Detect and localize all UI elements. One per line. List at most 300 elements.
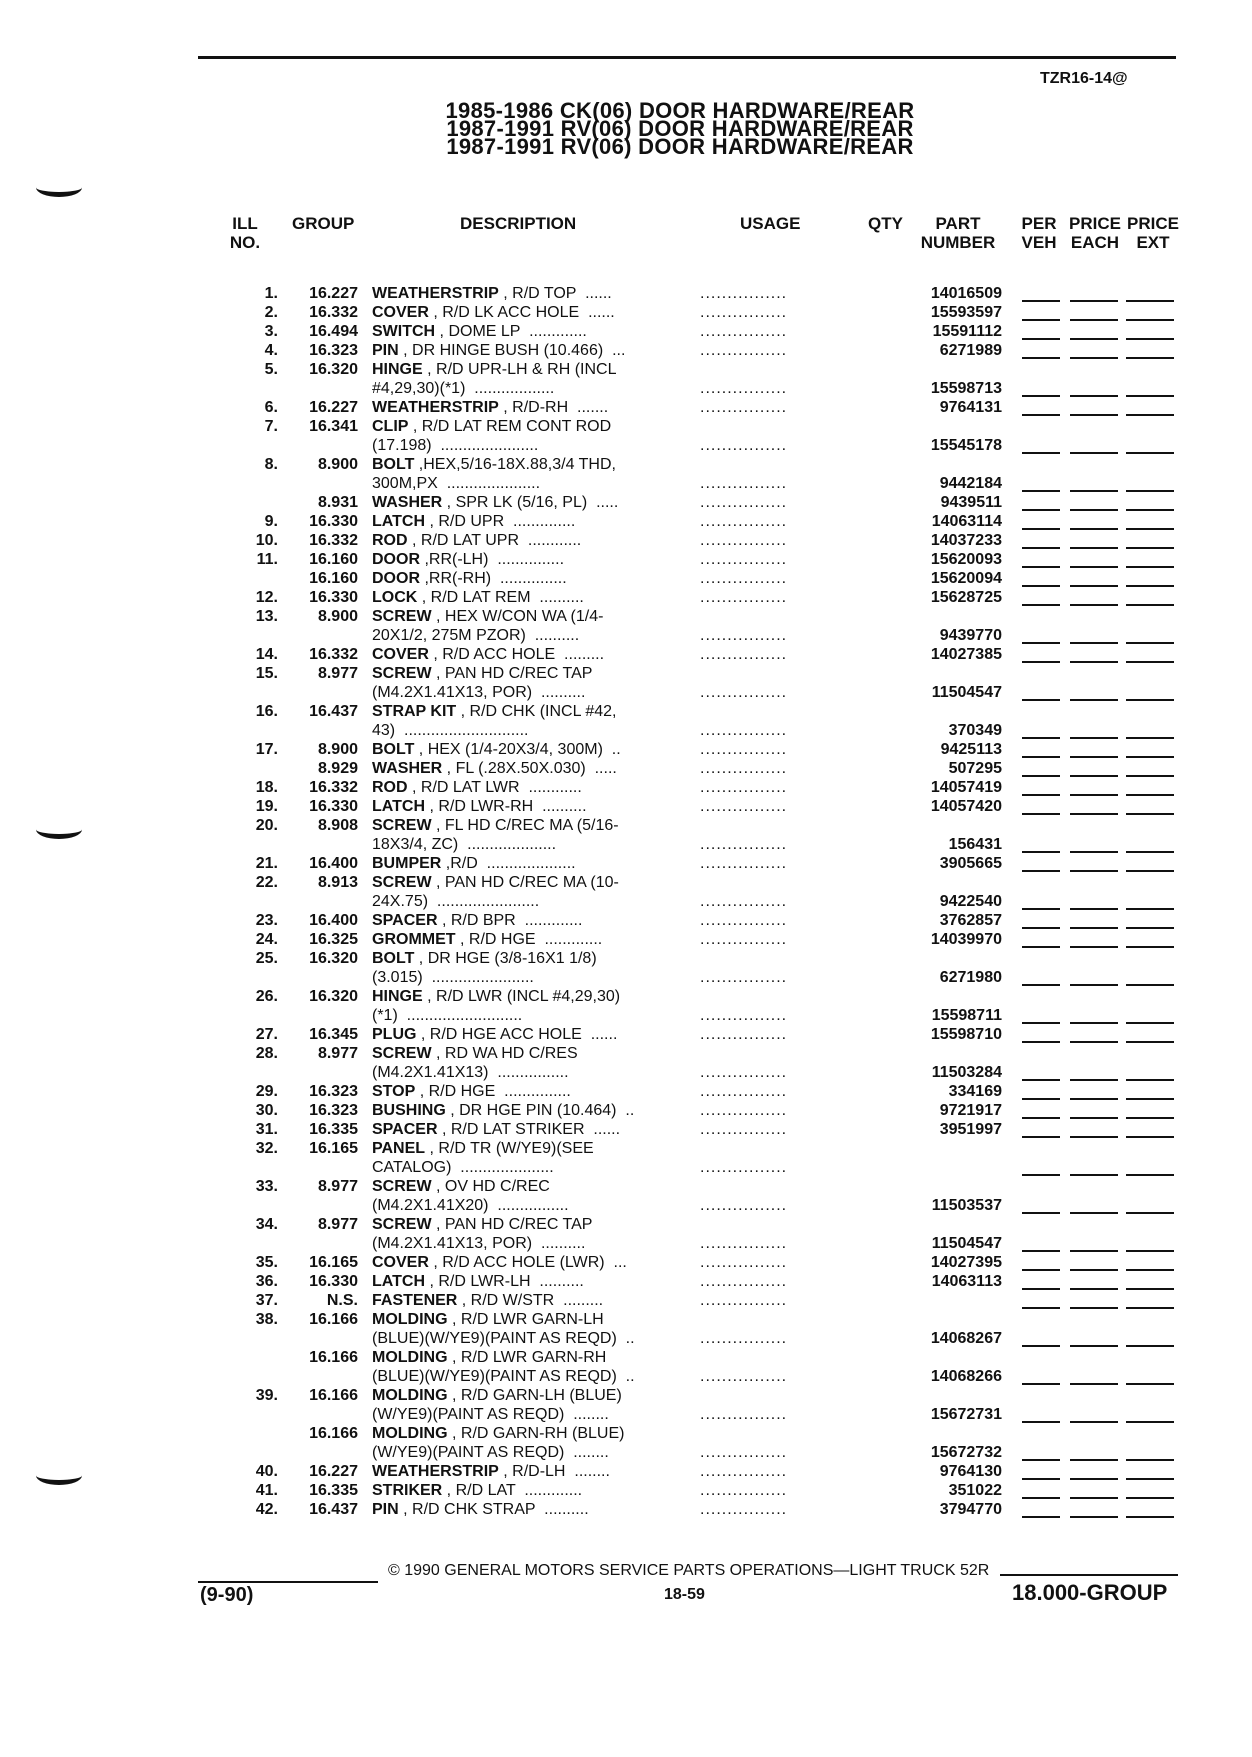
part-description [372,360,616,379]
price-each-blank [1070,490,1118,492]
part-name: DOOR [372,570,420,587]
per-veh-blank [1022,357,1060,359]
header-group: GROUP [292,214,355,233]
ill-number: 14. [255,646,278,663]
price-each-blank [1070,756,1118,758]
usage-leader: ................ [700,1463,788,1480]
binder-hole-mark [36,178,82,197]
part-description [372,341,625,360]
part-name: MOLDING [372,1349,448,1366]
usage-leader: ................ [700,494,788,511]
part-name: BUMPER [372,855,442,872]
price-ext-blank [1126,1041,1174,1043]
part-description [372,436,538,455]
group-number: 16.332 [309,532,358,549]
part-number: 15598713 [930,380,1002,397]
part-detail: , R/D LAT REM CONT ROD [408,418,612,435]
part-description [372,1158,554,1177]
price-each-blank [1070,338,1118,340]
price-each-blank [1070,566,1118,568]
price-each-blank [1070,813,1118,815]
ill-number: 1. [264,285,278,302]
ill-number: 13. [255,608,278,625]
header-price-each [1066,214,1124,252]
price-ext-blank [1126,509,1174,511]
ill-number: 38. [255,1311,278,1328]
price-ext-blank [1126,1516,1174,1518]
per-veh-blank [1022,1288,1060,1290]
part-number: 11503537 [931,1197,1002,1214]
part-description [372,702,617,721]
part-detail: , R/D UPR .............. [425,513,576,530]
usage-leader: ................ [700,1254,788,1271]
usage-leader: ................ [700,475,788,492]
group-number: 16.330 [309,1273,358,1290]
part-description [372,1291,603,1310]
part-name: BUSHING [372,1102,446,1119]
part-description [372,1386,622,1405]
per-veh-blank [1022,737,1060,739]
price-ext-blank [1126,661,1174,663]
group-number: 16.400 [309,912,358,929]
group-number: 8.931 [317,494,358,511]
per-veh-blank [1022,813,1060,815]
usage-leader: ................ [700,1501,788,1518]
footer-page-number: 18-59 [664,1586,705,1603]
group-number: 8.900 [317,741,358,758]
ill-number: 24. [255,931,278,948]
price-each-blank [1070,927,1118,929]
ill-number: 6. [264,399,278,416]
price-each-blank [1070,547,1118,549]
part-number: 15672732 [930,1444,1002,1461]
part-detail: , R/D LWR GARN-LH [447,1311,604,1328]
part-number: 9439770 [939,627,1002,644]
usage-leader: ................ [700,1482,788,1499]
part-number: 15620093 [930,551,1002,568]
part-description [372,1462,610,1481]
per-veh-blank [1022,1269,1060,1271]
part-number: 9764131 [939,399,1002,416]
price-each-blank [1070,1079,1118,1081]
usage-leader: ................ [700,741,788,758]
part-detail: , R/D TR (W/YE9)(SEE [425,1140,594,1157]
price-each-blank [1070,1117,1118,1119]
group-number: 16.160 [309,551,358,568]
per-veh-blank [1022,756,1060,758]
part-description [372,1101,634,1120]
price-ext-blank [1126,1478,1174,1480]
part-number: 14063114 [931,513,1002,530]
per-veh-blank [1022,699,1060,701]
group-number: 16.320 [309,361,358,378]
part-number: 14057419 [930,779,1002,796]
part-detail: , R/D LAT STRIKER ...... [437,1121,621,1138]
part-detail: , DOME LP ............. [435,323,587,340]
usage-leader: ................ [700,513,788,530]
part-detail: (M4.2X1.41X13, POR) .......... [372,684,586,701]
part-description [372,1196,569,1215]
price-each-blank [1070,775,1118,777]
price-each-blank [1070,737,1118,739]
group-number: 16.160 [309,570,358,587]
price-ext-blank [1126,642,1174,644]
part-detail: (17.198) ...................... [372,437,539,454]
price-each-blank [1070,1174,1118,1176]
part-number: 15628725 [930,589,1002,606]
group-number: 16.341 [309,418,358,435]
ill-number: 42. [255,1501,278,1518]
price-each-blank [1070,1212,1118,1214]
price-each-blank [1070,661,1118,663]
part-detail: ,R/D .................... [441,855,576,872]
usage-leader: ................ [700,760,788,777]
part-detail: , R/D BPR ............. [437,912,583,929]
part-number: 11503284 [931,1064,1002,1081]
part-number: 3762857 [939,912,1002,929]
part-number: 9439511 [940,494,1002,511]
part-detail: , SPR LK (5/16, PL) ..... [442,494,619,511]
part-detail: , R/D CHK STRAP .......... [398,1501,589,1518]
price-ext-blank [1126,452,1174,454]
group-number: 8.977 [317,1178,358,1195]
header-number-label: NUMBER [920,233,996,252]
per-veh-blank [1022,1250,1060,1252]
part-detail: , R/D W/STR ......... [457,1292,604,1309]
part-detail: , R/D LAT LWR ............ [407,779,582,796]
part-name: COVER [372,1254,429,1271]
price-ext-blank [1126,414,1174,416]
part-description [372,1082,571,1101]
part-description [372,1006,522,1025]
part-detail: #4,29,30)(*1) .................. [372,380,555,397]
part-detail: (W/YE9)(PAINT AS REQD) ........ [372,1444,609,1461]
per-veh-blank [1022,338,1060,340]
part-description [372,759,617,778]
part-name: COVER [372,646,429,663]
part-number: 15591112 [932,323,1002,340]
part-name: LATCH [372,1273,426,1290]
group-number: 16.323 [309,1102,358,1119]
part-name: SCREW [372,874,432,891]
part-description [372,1329,635,1348]
part-description [372,512,575,531]
usage-leader: ................ [700,646,788,663]
part-number: 14063113 [931,1273,1002,1290]
part-name: SPACER [372,1121,438,1138]
usage-leader: ................ [700,627,788,644]
price-each-blank [1070,1041,1118,1043]
part-description [372,968,534,987]
part-description [372,797,587,816]
part-name: SCREW [372,1216,432,1233]
per-veh-blank [1022,1478,1060,1480]
price-each-blank [1070,509,1118,511]
ill-number: 35. [255,1254,278,1271]
binder-hole-mark [36,820,82,839]
part-name: PANEL [372,1140,426,1157]
part-description [372,569,567,588]
group-number: 16.166 [309,1311,358,1328]
price-ext-blank [1126,1497,1174,1499]
header-price-ext [1124,214,1182,252]
part-description [372,816,619,835]
price-ext-blank [1126,1212,1174,1214]
part-description [372,1405,609,1424]
part-description [372,1044,578,1063]
price-ext-blank [1126,1269,1174,1271]
header-ill-no [222,214,268,252]
header-description: DESCRIPTION [460,214,577,233]
ill-number: 41. [255,1482,278,1499]
price-each-blank [1070,642,1118,644]
part-detail: , PAN HD C/REC MA (10- [431,874,619,891]
ill-number: 7. [264,418,278,435]
ill-number: 12. [255,589,278,606]
price-ext-blank [1126,604,1174,606]
usage-leader: ................ [700,1083,788,1100]
part-number: 156431 [948,836,1002,853]
part-detail: , R/D GARN-LH (BLUE) [447,1387,622,1404]
part-number: 14037233 [930,532,1002,549]
part-detail: (W/YE9)(PAINT AS REQD) ........ [372,1406,609,1423]
ill-number: 2. [264,304,278,321]
part-number: 370349 [948,722,1002,739]
per-veh-blank [1022,1174,1060,1176]
header-per-veh [1016,214,1062,252]
part-number: 14057420 [930,798,1002,815]
price-each-blank [1070,1269,1118,1271]
part-detail: , R/D LWR-RH .......... [425,798,587,815]
part-number: 3905665 [939,855,1002,872]
price-each-blank [1070,1022,1118,1024]
part-detail: (M4.2X1.41X20) ................ [372,1197,569,1214]
per-veh-blank [1022,927,1060,929]
header-usage: USAGE [740,214,801,233]
part-description [372,987,620,1006]
part-number: 351022 [948,1482,1002,1499]
price-each-blank [1070,357,1118,359]
price-each-blank [1070,528,1118,530]
part-name: SCREW [372,817,432,834]
header-ill-label: ILL [232,214,258,233]
part-name: MOLDING [372,1311,448,1328]
group-number: 16.437 [309,1501,358,1518]
part-detail: , R/D LWR-LH .......... [425,1273,584,1290]
price-each-blank [1070,908,1118,910]
part-number: 15598710 [930,1026,1002,1043]
part-name: STOP [372,1083,416,1100]
part-name: WEATHERSTRIP [372,285,499,302]
part-description [372,835,556,854]
ill-number: 28. [255,1045,278,1062]
price-ext-blank [1126,1288,1174,1290]
part-description [372,778,582,797]
per-veh-blank [1022,604,1060,606]
group-number: 8.977 [317,1045,358,1062]
usage-leader: ................ [700,1159,788,1176]
price-each-blank [1070,1098,1118,1100]
usage-leader: ................ [700,551,788,568]
per-veh-blank [1022,908,1060,910]
part-name: PIN [372,1501,399,1518]
part-detail: , DR HINGE BUSH (10.466) ... [398,342,626,359]
price-ext-blank [1126,794,1174,796]
part-description [372,1253,627,1272]
ill-number: 29. [255,1083,278,1100]
group-number: 16.332 [309,304,358,321]
part-detail: , R/D LAT REM .......... [417,589,584,606]
part-description [372,683,585,702]
group-number: 8.929 [317,760,358,777]
usage-leader: ................ [700,969,788,986]
price-ext-blank [1126,1250,1174,1252]
per-veh-blank [1022,1098,1060,1100]
group-number: 16.320 [309,988,358,1005]
per-veh-blank [1022,1345,1060,1347]
group-number: 16.335 [309,1121,358,1138]
part-detail: , R/D LAT ............. [442,1482,583,1499]
part-description [372,417,611,436]
ill-number: 10. [255,532,278,549]
part-name: WASHER [372,494,443,511]
part-description [372,588,584,607]
price-each-blank [1070,1459,1118,1461]
group-number: 16.330 [309,513,358,530]
price-each-blank [1070,851,1118,853]
title-line-2: 1987-1991 RV(06) DOOR HARDWARE/REAR [446,116,914,141]
group-number: 16.332 [309,779,358,796]
usage-leader: ................ [700,342,788,359]
part-detail: , PAN HD C/REC TAP [431,1216,593,1233]
per-veh-blank [1022,1307,1060,1309]
part-detail: , R/D UPR-LH & RH (INCL [422,361,617,378]
price-ext-blank [1126,1421,1174,1423]
part-detail: , RD WA HD C/RES [431,1045,578,1062]
group-number: 8.977 [317,1216,358,1233]
ill-number: 8. [264,456,278,473]
price-each-blank [1070,319,1118,321]
part-number: 15545178 [930,437,1002,454]
part-number: 14027395 [930,1254,1002,1271]
part-detail: (*1) .......................... [372,1007,523,1024]
part-detail: , R/D HGE ............... [415,1083,571,1100]
price-ext-blank [1126,870,1174,872]
ill-number: 27. [255,1026,278,1043]
part-description [372,1310,604,1329]
price-each-blank [1070,300,1118,302]
per-veh-blank [1022,946,1060,948]
price-ext-blank [1126,699,1174,701]
usage-leader: ................ [700,1368,788,1385]
ill-number: 15. [255,665,278,682]
title-line-3: 1987-1991 RV(06) DOOR HARDWARE/REAR [446,134,914,159]
part-description [372,1272,584,1291]
usage-leader: ................ [700,931,788,948]
per-veh-blank [1022,528,1060,530]
part-number: 3951997 [939,1121,1002,1138]
part-description [372,322,587,341]
part-detail: , FL HD C/REC MA (5/16- [431,817,619,834]
group-number: 16.345 [309,1026,358,1043]
usage-leader: ................ [700,836,788,853]
usage-leader: ................ [700,798,788,815]
ill-number: 18. [255,779,278,796]
group-number: 16.165 [309,1140,358,1157]
price-each-blank [1070,984,1118,986]
price-ext-blank [1126,908,1174,910]
part-description [372,1424,624,1443]
price-ext-blank [1126,1345,1174,1347]
part-number: 9764130 [939,1463,1002,1480]
usage-leader: ................ [700,684,788,701]
part-detail: 43) ............................ [372,722,529,739]
part-detail: ,HEX,5/16-18X.88,3/4 THD, [414,456,616,473]
part-number: 9721917 [939,1102,1002,1119]
per-veh-blank [1022,870,1060,872]
usage-leader: ................ [700,1235,788,1252]
header-each-label: EACH [1070,233,1120,252]
per-veh-blank [1022,984,1060,986]
part-name: BOLT [372,741,415,758]
part-number: 9442184 [939,475,1002,492]
per-veh-blank [1022,300,1060,302]
part-name: ROD [372,779,408,796]
footer-rule [198,1581,378,1583]
price-ext-blank [1126,1459,1174,1461]
part-description [372,455,616,474]
group-number: 8.913 [317,874,358,891]
group-number: 16.437 [309,703,358,720]
ill-number: 21. [255,855,278,872]
part-description [372,854,576,873]
group-number: 16.332 [309,646,358,663]
usage-leader: ................ [700,304,788,321]
part-number: 14068266 [930,1368,1002,1385]
usage-leader: ................ [700,285,788,302]
per-veh-blank [1022,1212,1060,1214]
header-qty: QTY [868,214,903,233]
usage-leader: ................ [700,912,788,929]
price-ext-blank [1126,338,1174,340]
part-detail: , R/D LWR (INCL #4,29,30) [422,988,621,1005]
part-name: FASTENER [372,1292,458,1309]
ill-number: 31. [255,1121,278,1138]
part-description [372,550,564,569]
part-description [372,892,539,911]
per-veh-blank [1022,566,1060,568]
part-number: 15672731 [930,1406,1002,1423]
per-veh-blank [1022,775,1060,777]
part-number: 15620094 [930,570,1002,587]
price-ext-blank [1126,1098,1174,1100]
price-ext-blank [1126,1117,1174,1119]
part-detail: , R/D GARN-RH (BLUE) [447,1425,625,1442]
per-veh-blank [1022,509,1060,511]
part-description [372,664,592,683]
price-ext-blank [1126,1383,1174,1385]
ill-number: 23. [255,912,278,929]
per-veh-blank [1022,1117,1060,1119]
price-ext-blank [1126,1022,1174,1024]
group-number: 8.908 [317,817,358,834]
part-name: MOLDING [372,1425,448,1442]
part-name: LOCK [372,589,418,606]
part-number: 11504547 [931,1235,1002,1252]
footer-group: 18.000-GROUP [1012,1580,1168,1605]
part-detail: , R/D LK ACC HOLE ...... [428,304,615,321]
catalog-ref-code: TZR16-14@ [1040,70,1128,87]
